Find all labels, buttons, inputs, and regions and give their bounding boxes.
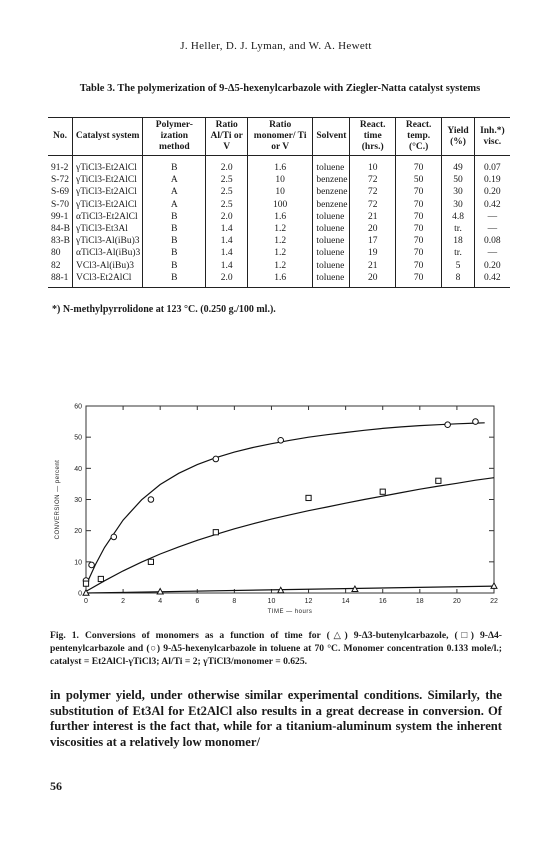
- y-tick-label: 40: [74, 465, 82, 473]
- table-cell: 49: [442, 156, 474, 175]
- x-tick-label: 2: [121, 598, 126, 605]
- table-cell: αTiCl3-Et2AlCl: [73, 211, 143, 223]
- table-cell: 21: [350, 211, 396, 223]
- table-cell: 10: [350, 156, 396, 175]
- table-row: [48, 199, 510, 211]
- table-cell: —: [474, 211, 510, 223]
- table-cell: 1.6: [247, 156, 312, 175]
- table-cell: γTiCl3-Et3Al: [73, 223, 143, 235]
- table-cell: 1.2: [247, 247, 312, 259]
- table-cell: 18: [442, 235, 474, 247]
- table-cell: 0.07: [474, 156, 510, 175]
- conversion-chart: [50, 398, 502, 620]
- table-cell: 88-1: [48, 272, 73, 288]
- table-cell: 50: [442, 174, 474, 186]
- table-cell: 80: [51, 248, 61, 259]
- table-cell: A: [143, 199, 206, 211]
- plot-frame: [86, 406, 494, 593]
- table-cell: 0.19: [474, 174, 510, 186]
- data-point-square: [213, 530, 218, 535]
- y-axis-label: CONVERSION — percent: [55, 459, 61, 540]
- table-cell: 21: [350, 260, 396, 272]
- x-tick-label: 4: [158, 598, 163, 605]
- table-cell: 1.2: [247, 260, 312, 272]
- table-cell: 72: [350, 186, 396, 198]
- y-tick-label: 50: [74, 434, 82, 442]
- table-cell: 20: [350, 223, 396, 235]
- table-cell: tr.: [442, 247, 474, 259]
- column-header: Solvent: [313, 118, 350, 156]
- table-cell: 2.5: [206, 186, 248, 198]
- table-cell: 2.0: [206, 156, 248, 175]
- table-cell: —: [474, 247, 510, 259]
- x-axis-label: TIME — hours: [267, 609, 313, 615]
- table-row: [48, 211, 510, 223]
- table-row: [48, 235, 510, 247]
- table-row: [48, 156, 510, 175]
- table-cell: γTiCl3-Et2AlCl: [73, 186, 143, 198]
- table-cell: 82: [51, 260, 61, 271]
- data-point-square: [306, 495, 311, 500]
- column-header: Inh.*) visc.: [474, 118, 510, 156]
- table-cell: B: [143, 272, 206, 288]
- table-cell: toluene: [313, 223, 350, 235]
- x-tick-label: 16: [378, 598, 387, 605]
- table-cell: toluene: [313, 156, 350, 175]
- x-tick-label: 20: [453, 598, 461, 605]
- table-cell: 70: [395, 156, 441, 175]
- table-cell: 30: [442, 199, 474, 211]
- table-cell: B: [143, 235, 206, 247]
- figure-caption: Fig. 1. Conversions of monomers as a function of time for (△) 9-Δ3-butenylcarbazole, (□) 9-Δ4-pentenylcarbazole and (○) 9-Δ5-hexenylcarbazole in toluene at 70 °C. Monomer concentration 0.133 mole/l.; catalyst = Et2AlCl-γTiCl3; Al/Ti = 2; γTiCl3/monomer = 0.625.: [50, 630, 502, 668]
- table-cell: —: [474, 223, 510, 235]
- table-cell: toluene: [313, 247, 350, 259]
- table-cell: VCl3-Et2AlCl: [73, 272, 143, 288]
- table-cell: S-72: [51, 175, 69, 186]
- table-cell: benzene: [313, 199, 350, 211]
- y-tick-label: 10: [74, 559, 82, 567]
- table-cell: benzene: [313, 186, 350, 198]
- table-row: [48, 260, 510, 272]
- table-cell: toluene: [313, 260, 350, 272]
- x-tick-label: 0: [84, 598, 88, 605]
- data-point-square: [83, 581, 88, 586]
- column-header: React. time (hrs.): [350, 118, 396, 156]
- table-cell: 70: [395, 199, 441, 211]
- column-header: Polymer- ization method: [143, 118, 206, 156]
- table-cell: 72: [350, 174, 396, 186]
- y-tick-label: 30: [74, 497, 82, 504]
- table-cell: 0.42: [474, 199, 510, 211]
- table-cell: 10: [247, 174, 312, 186]
- x-tick-label: 8: [232, 598, 237, 605]
- table-cell: 17: [350, 235, 396, 247]
- table-cell: 72: [350, 199, 396, 211]
- table-cell: toluene: [313, 272, 350, 288]
- table-cell: S-70: [51, 199, 69, 210]
- table-cell: 1.4: [206, 247, 248, 259]
- table-cell: 70: [395, 235, 441, 247]
- column-header: Ratio monomer/ Ti or V: [247, 118, 312, 156]
- table-row: [48, 186, 510, 198]
- table-cell: 8: [442, 272, 474, 288]
- table-cell: 70: [395, 272, 441, 288]
- x-tick-label: 10: [267, 598, 276, 605]
- table-cell: 70: [395, 223, 441, 235]
- data-point-circle: [445, 422, 451, 428]
- polymerization-table: [48, 117, 510, 288]
- table-cell: 70: [395, 247, 441, 259]
- x-tick-label: 6: [195, 598, 200, 605]
- table-cell: 70: [395, 260, 441, 272]
- x-tick-label: 14: [341, 598, 350, 605]
- table-row: [48, 272, 510, 288]
- y-tick-label: 60: [74, 403, 82, 411]
- table-cell: 1.6: [247, 211, 312, 223]
- table-cell: 1.4: [206, 260, 248, 272]
- y-tick-label: 20: [74, 528, 82, 536]
- column-header: Ratio Al/Ti or V: [206, 118, 248, 156]
- table-cell: toluene: [313, 235, 350, 247]
- table-row: [48, 223, 510, 235]
- table-cell: 0.42: [474, 272, 510, 288]
- table-cell: 1.6: [247, 272, 312, 288]
- table-cell: 0.08: [474, 235, 510, 247]
- table-cell: B: [143, 156, 206, 175]
- table-cell: 1.4: [206, 223, 248, 235]
- data-point-circle: [89, 562, 95, 568]
- table-body: [48, 156, 510, 288]
- table-cell: benzene: [313, 174, 350, 186]
- table-cell: 1.2: [247, 235, 312, 247]
- table-cell: γTiCl3-Et2AlCl: [73, 199, 143, 211]
- table-row: [48, 174, 510, 186]
- table-cell: VCl3-Al(iBu)3: [73, 260, 143, 272]
- column-header: Catalyst system: [73, 118, 143, 156]
- x-tick-label: 22: [490, 598, 498, 605]
- y-tick-label: 0: [78, 590, 82, 598]
- table-cell: B: [143, 223, 206, 235]
- column-header: React. temp. (°C.): [395, 118, 441, 156]
- table-cell: B: [143, 260, 206, 272]
- table-cell: 19: [350, 247, 396, 259]
- page-number: 56: [50, 779, 62, 793]
- data-point-square: [436, 478, 441, 483]
- x-tick-label: 18: [415, 598, 424, 605]
- table-cell: 91-2: [51, 163, 69, 174]
- table-cell: A: [143, 186, 206, 198]
- data-point-square: [148, 559, 153, 564]
- table-cell: 30: [442, 186, 474, 198]
- table-cell: 70: [395, 211, 441, 223]
- data-point-circle: [148, 497, 154, 503]
- table-cell: 1.4: [206, 235, 248, 247]
- data-point-circle: [111, 534, 117, 540]
- column-header: No.: [48, 118, 73, 156]
- table-cell: 83-B: [51, 236, 70, 247]
- table-cell: 0.20: [474, 260, 510, 272]
- table-cell: 84-B: [51, 224, 70, 235]
- table-cell: B: [143, 211, 206, 223]
- column-header: Yield (%): [442, 118, 474, 156]
- x-tick-label: 12: [304, 598, 313, 605]
- table-footnote: *) N-methylpyrrolidone at 123 °C. (0.250 g./100 ml.).: [52, 304, 276, 315]
- table-cell: 1.2: [247, 223, 312, 235]
- table-cell: γTiCl3-Al(iBu)3: [73, 235, 143, 247]
- table-cell: 0.20: [474, 186, 510, 198]
- table-cell: 5: [442, 260, 474, 272]
- table-cell: 2.0: [206, 211, 248, 223]
- table-cell: 2.0: [206, 272, 248, 288]
- table-cell: 2.5: [206, 174, 248, 186]
- table-cell: 100: [247, 199, 312, 211]
- table-cell: A: [143, 174, 206, 186]
- table-cell: γTiCl3-Et2AlCl: [73, 174, 143, 186]
- data-point-circle: [213, 456, 219, 462]
- table-caption: Table 3. The polymerization of 9-Δ5-hexenylcarbazole with Ziegler-Natta catalyst systems: [79, 83, 481, 94]
- table-cell: 70: [395, 186, 441, 198]
- table-cell: B: [143, 247, 206, 259]
- body-paragraph: in polymer yield, under otherwise similar experimental conditions. Similarly, the substitution of Et3Al for Et2AlCl also results in a great decrease in conversion. Of further interest is the fact that, while for a titanium-aluminum system the inherent viscosities at a relatively low monomer/: [50, 688, 502, 749]
- table-row: [48, 247, 510, 259]
- data-point-square: [380, 489, 385, 494]
- table-cell: 2.5: [206, 199, 248, 211]
- table-cell: toluene: [313, 211, 350, 223]
- body-text: [50, 688, 502, 750]
- table-cell: γTiCl3-Et2AlCl: [73, 156, 143, 175]
- data-point-square: [98, 576, 103, 581]
- table-cell: αTiCl3-Al(iBu)3: [73, 247, 143, 259]
- table-cell: 4.8: [442, 211, 474, 223]
- data-point-circle: [278, 437, 284, 443]
- fitted-curve: [86, 586, 494, 593]
- table-cell: 10: [247, 186, 312, 198]
- table-cell: tr.: [442, 223, 474, 235]
- table-cell: S-69: [51, 187, 69, 198]
- table-cell: 50: [395, 174, 441, 186]
- table-cell: 99-1: [51, 211, 69, 222]
- running-head: J. Heller, D. J. Lyman, and W. A. Hewett: [180, 40, 372, 52]
- data-point-circle: [473, 419, 479, 425]
- table-header-row: [48, 118, 510, 156]
- table-cell: 20: [350, 272, 396, 288]
